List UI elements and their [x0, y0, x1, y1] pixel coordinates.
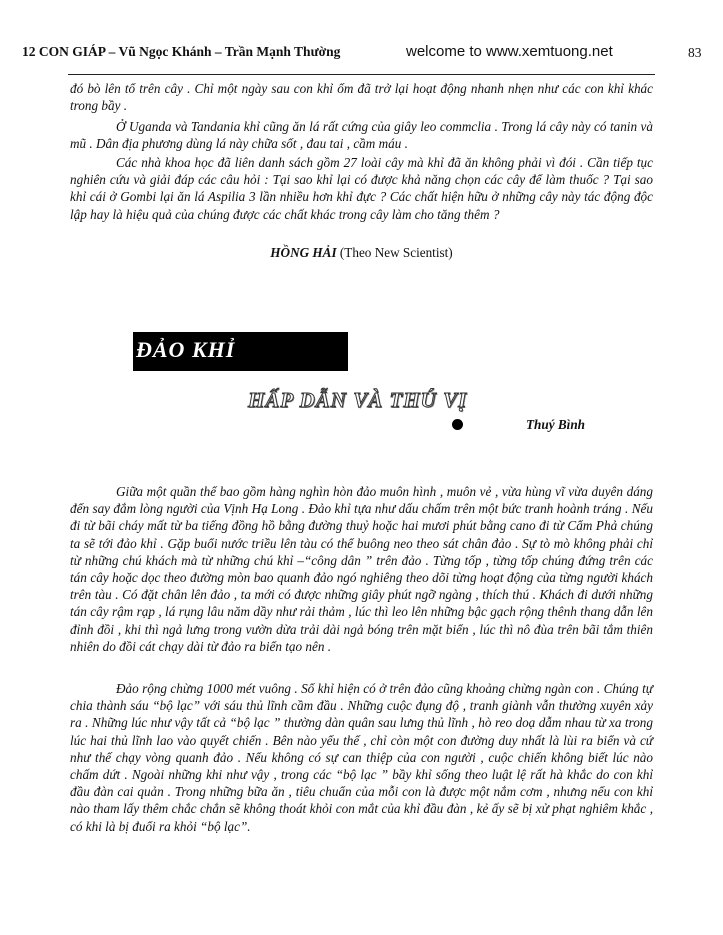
byline-source: (Theo New Scientist) [339, 245, 453, 260]
paragraph-continued: đó bò lên tổ trên cây . Chỉ một ngày sau con khỉ ốm đã trở lại hoạt động nhanh nhẹn như các con khỉ khác trong bầy . [70, 81, 653, 114]
website-link[interactable]: welcome to www.xemtuong.net [406, 43, 613, 60]
article-paragraph-1: Giữa một quần thể bao gồm hàng nghìn hòn đảo muôn hình , muôn vẻ , vừa hùng vĩ vừa duyên dáng đến say đắm lòng người của Vịnh Hạ Long . Đảo khỉ tựa như dấu chấm trên một bức tranh hoành tráng . Nếu đi từ bãi cháy mất từ ba tiếng đồng hồ bằng đường thuỷ hoặc hai mươi phút bằng cano đi từ Cẩm Phả chúng ta sẽ tới đảo khỉ . Gặp buổi nước triều lên tàu có thể buông neo theo sát chân đảo . Sự tò mò không phải chỉ từ những chú khách mà từ những chú khỉ –“công dân ” trên đảo . Từng tốp , từng tốp chúng đứng trên các tán cây hoặc dọc theo đường mòn bao quanh đảo ngó nghiêng theo dõi từng hoạt động của từng người khách trên tàu . Có đặt chân lên đảo , ta mới có được những giây phút ngỡ ngàng , thích thú . Khách đi dưới những tán cây rậm rạp , lá rụng lâu năm dầy như rải thảm , lúc thì leo lên những bậc gạch rộng thênh thang dẫn lên đỉnh đồi , khi thì ngả lưng trong vườn dừa trải dài ngả bóng trên mặt biển , lúc thì nô đùa trên bãi tắm thiên nhiên do đồi cát chạy dài từ đảo ra biển tạo nên . [70, 484, 653, 654]
book-title-header: 12 CON GIÁP – Vũ Ngọc Khánh – Trần Mạnh Thường [22, 44, 341, 59]
paragraph-uganda: Ở Uganda và Tandania khỉ cũng ăn lá rất cứng của giây leo commclia . Trong lá cây này có tanin và mũ . Dân địa phương dùng lá này chữa sốt , đau tai , cầm máu . [70, 119, 653, 152]
page-number: 83 [688, 45, 702, 60]
article-paragraph-2: Đảo rộng chừng 1000 mét vuông . Số khỉ hiện có ở trên đảo cũng khoảng chừng ngàn con . Chúng tự chia thành sáu “bộ lạc” với sáu thủ lĩnh cầm đầu . Những cuộc đụng độ , tranh giành vẫn thường xuyên xảy ra . Những lúc như vậy tất cả “bộ lạc ” thường dàn quân sau lưng thủ lĩnh , hò reo doạ dẫm nhau từ xa trong lúc hai thủ lĩnh lao vào quyết chiến . Bên nào yếu thế , chỉ còn một con đường duy nhất là lùi ra biển và cứ như thế chạy vòng quanh đảo . Nếu không có sự can thiệp của con người , cuộc chiến không biết lúc nào chấm dứt . Ngoài những khi như vậy , trong các “bộ lạc ” bầy khỉ sống theo luật lệ rất hà khắc do con khỉ đầu đàn cai quản . Trong những bữa ăn , tiêu chuẩn của mỗi con là được một nắm cơm , nhưng nếu con khỉ nào tham lấy thêm chắc chắn sẽ không thoát khỏi con mắt của khỉ đầu đàn , kẻ ấy sẽ bị xử phạt nghiêm khắc , có khi là bị đuổi ra khỏi “bộ lạc”. [70, 681, 653, 834]
article-title: ĐẢO KHỈ [136, 337, 236, 362]
article-author: Thuý Bình [526, 417, 586, 432]
paragraph-scientists: Các nhà khoa học đã liên danh sách gồm 27 loài cây mà khỉ đã ăn không phải vì đói . Cần tiếp tục nghiên cứu và giải đáp các câu hỏi : Tại sao khỉ lại có được khả năng chọn các cây để làm thuốc ? Tại sao khỉ cái ở Gombi lại ăn lá Aspilia 3 lần nhiều hơn khỉ đực ? Các chất hiện hữu ở những cây này tác động độc lập hay là hiệu quả của chúng được các chất khác trong cây làm cho tăng thêm ? [70, 155, 653, 222]
byline [0, 245, 723, 261]
article-subtitle: HẤP DẪN VÀ THÚ VỊ [248, 388, 468, 412]
header-divider [68, 74, 655, 75]
bullet-dot [452, 419, 463, 430]
byline-author: HỒNG HẢI [270, 245, 337, 260]
